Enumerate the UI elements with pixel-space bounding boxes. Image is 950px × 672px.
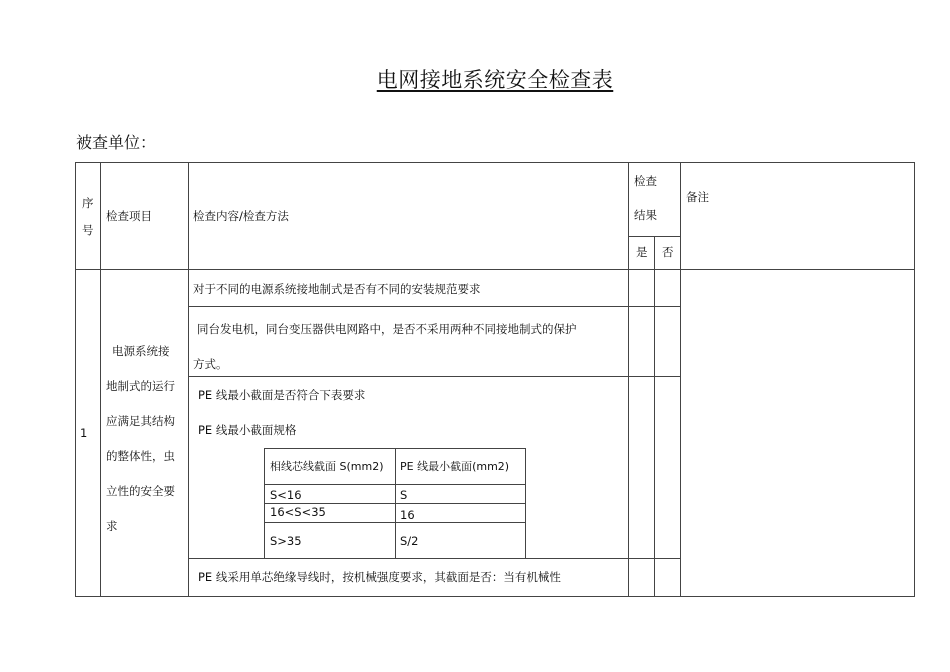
table-border-right — [914, 162, 915, 597]
header-yes: 是 — [636, 245, 648, 259]
item-line: 地制式的运行 — [106, 379, 175, 393]
item-line: 立性的安全要 — [106, 484, 175, 498]
content-3-line2: PE 线最小截面规格 — [198, 423, 297, 437]
header-content: 检查内容/检查方法 — [193, 209, 289, 223]
pe-cell: S/2 — [400, 534, 419, 548]
content-3-line1: PE 线最小截面是否符合下表要求 — [198, 388, 366, 402]
header-seq-line2: 号 — [82, 223, 94, 237]
content-2-line1: 同台发电机，同台变压器供电网路中，是否不采用两种不同接地制式的保护 — [197, 322, 577, 336]
pe-cell: S — [400, 488, 408, 502]
header-result-line1: 检查 — [634, 174, 657, 188]
pe-table-left — [264, 448, 265, 558]
content-4: PE 线采用单芯绝缘导线时，按机械强度要求，其截面是否：当有机械性 — [198, 570, 561, 584]
header-bottom-line — [75, 269, 915, 270]
result-divider — [629, 236, 681, 237]
item-line: 电源系统接 — [112, 344, 170, 358]
pe-cell: S<16 — [270, 488, 302, 502]
table-border-left — [75, 162, 76, 597]
row-line-1 — [189, 306, 681, 307]
item-line: 应满足其结构 — [106, 414, 175, 428]
inspected-unit-label: 被查单位： — [76, 133, 157, 152]
pe-cell: 16<S<35 — [270, 505, 326, 519]
pe-header-phase: 相线芯线截面 S(mm2) — [270, 460, 384, 473]
page-title: 电网接地系统安全检查表 — [376, 68, 614, 92]
header-no: 否 — [662, 245, 674, 259]
header-seq-line1: 序 — [82, 196, 94, 210]
table-border-bottom — [75, 596, 915, 597]
pe-cell: S>35 — [270, 534, 302, 548]
col-line-content — [628, 162, 629, 597]
header-item: 检查项目 — [106, 209, 152, 223]
col-line-yes — [654, 236, 655, 597]
table-border-top — [75, 162, 915, 163]
content-1: 对于不同的电源系统接地制式是否有不同的安装规范要求 — [193, 282, 481, 296]
col-line-result — [680, 162, 681, 597]
header-remark: 备注 — [686, 190, 709, 204]
pe-table-right — [525, 448, 526, 558]
row-seq: 1 — [80, 426, 88, 440]
pe-table-mid — [395, 448, 396, 558]
pe-header-pe: PE 线最小截面(mm2) — [400, 460, 510, 473]
pe-cell: 16 — [400, 508, 415, 522]
row-line-2 — [189, 376, 681, 377]
item-line: 的整体性，虫 — [106, 449, 175, 463]
col-line-seq — [100, 162, 101, 597]
item-line: 求 — [106, 519, 118, 533]
header-result-line2: 结果 — [634, 208, 657, 222]
pe-table-bottom — [264, 558, 526, 559]
content-2-line2: 方式。 — [193, 357, 228, 371]
